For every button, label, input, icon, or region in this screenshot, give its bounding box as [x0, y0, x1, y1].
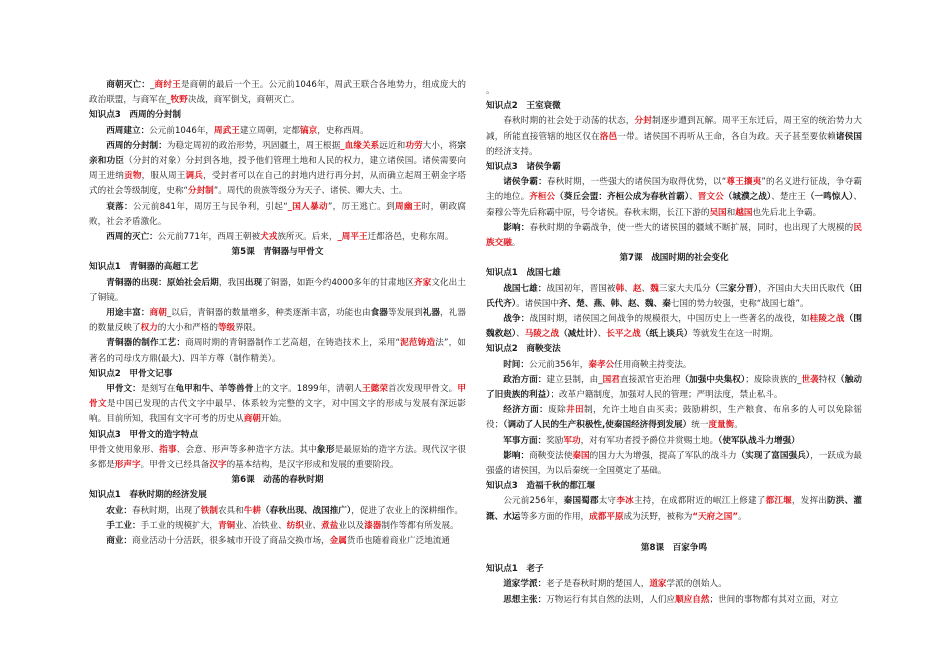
paragraph-oracle-bones: 甲骨文：是刻写在龟甲和牛、羊等兽骨上的文字。1899年，清朝人王懿荣首次发现甲骨文。甲骨文是中国已发现的古代文字中最早、体系较为完整的文字，对中国文字的形成与发展有深远影响。目前所知，我国有文字可考的历史从商朝开始。	[89, 384, 466, 425]
paragraph-handicraft: 手工业：手工业的规模扩大，青铜业、冶铁业、纺织业、煮盐业以及漆器制作等都有所发展。	[106, 520, 459, 531]
paragraph-bronze-craft: 青铜器的制作工艺：商周时期的青铜器制作工艺高超，在铸造技术上，采用“泥范铸造法”，如著名的司母戊方鼎(最大)、四羊方尊（制作精美）。	[89, 338, 466, 364]
knowledge-point-heading: 知识点1 青铜器的高超工艺	[89, 262, 199, 273]
term-label: 商朝灭亡：	[106, 80, 151, 90]
term-label: 青铜器的制作工艺：	[106, 338, 186, 349]
paragraph-laozi-thought: 思想主张：万物运行有其自然的法则，人们应顺应自然；世间的事物都有其对立面，对立	[503, 594, 839, 605]
knowledge-point-heading: 知识点3 西周的分封制	[89, 110, 181, 121]
knowledge-point-heading: 知识点1 老子	[486, 564, 544, 575]
paragraph-west-zhou-founding: 西周建立：公元前1046年，周武王建立周朝，定都镐京，史称西周。	[106, 125, 369, 136]
highlight-key-term: 犬戎	[260, 232, 278, 243]
paragraph-commerce: 商业：商业活动十分活跃，很多城市开设了商品交换市场，金属货币也随着商业广泛地流通	[106, 536, 450, 547]
highlight-key-term: 青铜	[217, 520, 236, 531]
term-label: 战国七雄：	[503, 283, 547, 294]
highlight-key-term: 长平之战	[606, 329, 641, 340]
highlight-key-term: _血缘关系	[340, 140, 380, 151]
paragraph-shang-fall: 商朝灭亡：_商纣王是商朝的最后一个王。公元前1046年，周武王联合各地势力，组成庞大的政治联盟，与商军在_牧野决战，商军倒戈，商朝灭亡。	[89, 80, 466, 106]
highlight-key-term: 魏	[650, 283, 659, 294]
paragraph-west-zhou-fall: 西周的灭亡：公元前771年，西周王朝被犬戎族所灭。后来，_周平王迁都洛邑，史称东周。	[106, 232, 454, 243]
highlight-key-term: 金属	[329, 536, 347, 547]
highlight-key-term: 功劳	[405, 140, 423, 151]
highlight-key-term: 越国	[735, 207, 753, 218]
highlight-key-term: 调兵	[185, 171, 204, 182]
term-label: 青铜器的出现：	[106, 277, 167, 288]
knowledge-point-heading: 知识点3 诸侯争霸	[486, 162, 561, 173]
highlight-key-term: 成都平原	[589, 511, 624, 522]
highlight-key-term: 顺应自然	[675, 594, 710, 605]
highlight-key-term: 甲骨文	[89, 384, 466, 410]
paragraph-royal-decline: 春秋时期的社会处于动荡的状态，分封制逐步遭到瓦解。周平王东迁后，周王室的统治势力大减，所能直接管辖的地区仅在洛邑一带。诸侯国不再听从王命，各自为政。天子甚至要依赖诸侯国的经济支持。	[486, 116, 862, 157]
highlight-key-term: 铁制	[200, 505, 218, 516]
highlight-key-term: 民族交融	[486, 222, 862, 249]
term-label: 西周的分封制：	[106, 140, 167, 151]
term-label: 思想主张：	[503, 594, 547, 605]
highlight-key-term: 商朝	[243, 414, 261, 425]
term-label: 商业：	[106, 536, 132, 547]
paragraph-hegemony: 诸侯争霸：春秋时期，一些强大的诸侯国为取得优势，以“尊王攘夷”的名义进行征战，争夺霸主的地位。齐桓公（葵丘会盟：齐桓公成为春秋首霸）、晋文公（城濮之战）、楚庄王（一鸣惊人）、秦穆公等先后称霸中原，号令诸侯。春秋末期，长江下游的吴国和越国也先后北上争霸。	[486, 177, 862, 218]
highlight-key-term: 晋文公	[697, 192, 724, 203]
knowledge-point-heading: 知识点3 甲骨文的造字特点	[89, 429, 199, 440]
term-label: 影响：	[503, 222, 530, 233]
term-label: 时间：	[503, 359, 529, 370]
highlight-key-term: 国君	[602, 374, 620, 385]
paragraph-reform-politics: 政治方面：建立县制，由_国君直接派官吏治理（加强中央集权）；废除贵族的_世袭特权（触动了旧贵族的利益）；改革户籍制度，加强对人民的管理；严明法度，禁止私斗。	[486, 374, 862, 401]
paragraph-agriculture: 农业：春秋时期，出现了铁制农具和牛耕（春秋出现、战国推广），促进了农业上的深耕细作。	[106, 505, 463, 516]
highlight-key-term: 王懿荣	[362, 384, 389, 395]
paragraph-reform-effect: 影响：商鞅变法使秦国的国力大为增强，提高了军队的战斗力（实现了富国强兵），一跃成为最强盛的诸侯国，为以后秦统一全国奠定了基础。	[486, 450, 862, 477]
highlight-key-term: 洛邑	[599, 131, 618, 142]
highlight-key-term: 军功	[563, 435, 581, 446]
paragraph-reform-military: 军事方面：奖励军功，对有军功者授予爵位并赏赐土地。（使军队战斗力增强）	[503, 435, 800, 446]
highlight-key-term: 漆器	[364, 520, 382, 531]
highlight-key-term: 煮盐	[321, 520, 339, 531]
knowledge-point-heading: 知识点1 春秋时期的经济发展	[89, 490, 207, 501]
knowledge-point-heading: 知识点1 战国七雄	[486, 268, 561, 279]
highlight-key-term: _国人暴动	[287, 201, 328, 212]
paragraph-dujiangyan: 公元前256年，秦国蜀郡太守李冰主持，在成都附近的岷江上修建了都江堰，发挥出防洪、灌溉、水运等多方面的作用，成都平原成为沃野，被称为“天府之国”。	[486, 496, 862, 522]
lesson-title: 第6课 动荡的春秋时期	[231, 475, 324, 486]
highlight-key-term: 都江堰	[765, 496, 792, 507]
highlight-key-term: 吴国	[709, 207, 727, 218]
term-label: 手工业：	[106, 520, 141, 531]
paragraph-seven-states: 战国七雄：战国初年，晋国被韩、赵、魏三家大夫瓜分（三家分晋），齐国由大夫田氏取代（田氏代齐）。诸侯国中齐、楚、燕、韩、赵、魏、秦七国的势力较强，史称“战国七雄”。	[486, 283, 862, 309]
lesson-title: 第7课 战国时期的社会变化	[619, 253, 729, 264]
highlight-key-term: 井田	[566, 405, 585, 416]
highlight-key-term: 度量衡	[708, 420, 735, 431]
paragraph-hegemony-impact: 影响：春秋时期的争霸战争，使一些大的诸侯国的疆域不断扩展，同时，也出现了大规模的民族交融。	[486, 222, 862, 249]
paragraph-bronze-origin: 青铜器的出现：原始社会后期，我国出现了铜器，如距今约4000多年的甘肃地区齐家文化出土了铜镜。	[89, 277, 466, 303]
term-label: 政治方面：	[503, 374, 547, 385]
highlight-key-term: 汉字	[209, 460, 227, 471]
right-column	[486, 84, 862, 608]
highlight-key-term: 牛耕	[243, 505, 261, 516]
highlight-key-term: 秦孝公	[588, 359, 615, 370]
term-label: 道家学派：	[503, 579, 547, 590]
highlight-key-term: 牧野	[170, 95, 188, 106]
highlight-key-term: 道家	[649, 579, 667, 590]
knowledge-point-heading: 知识点2 甲骨文记事	[89, 368, 173, 379]
term-label: 用途丰富：	[106, 308, 150, 319]
term-label: 衰落：	[106, 201, 133, 212]
term-label: 甲骨文：	[106, 384, 141, 395]
term-label: 战争：	[503, 314, 530, 325]
lesson-title: 第5课 青铜器与甲骨文	[231, 247, 324, 258]
paragraph-character-formation: 甲骨文使用象形、指事、会意、形声等多种造字方法。其中象形是最原始的造字方法。现代汉字很多都是形声字。甲骨文已经具备汉字的基本结构，是汉字形成和发展的重要阶段。	[89, 444, 466, 471]
term-label: 西周建立：	[106, 125, 150, 136]
term-label: 军事方面：	[503, 435, 547, 446]
highlight-key-term: 齐家	[414, 277, 432, 288]
highlight-key-term: 齐桓公	[529, 192, 556, 203]
knowledge-point-heading: 知识点2 商鞅变法	[486, 344, 561, 355]
highlight-key-term: “天府之国”	[692, 511, 738, 522]
highlight-key-term: 泥范铸造	[399, 338, 436, 349]
paragraph-fenfeng-system: 西周的分封制：为稳定周初的政治形势，巩固疆土，周王根据_血缘关系远近和功劳大小，将宗亲和功臣（分封的对象）分封到各地，授予他们管理土地和人民的权力，建立诸侯国。诸侯需要向周王进纳贡物，服从周王调兵，受封者可以在自己的封地内进行再分封，从而确立起周王朝金字塔式的社会等级制度，史称“分封制”。周代的贵族等级分为天子、诸侯、卿大夫、士。	[89, 140, 466, 197]
highlight-key-term: 尊王攘夷	[726, 177, 762, 188]
highlight-key-term: 秦国	[572, 450, 590, 461]
term-label: 经济方面：	[503, 405, 549, 416]
highlight-key-term: 分封	[634, 116, 653, 127]
knowledge-point-heading: 知识点3 造福千秋的都江堰	[486, 481, 596, 492]
term-label: 农业：	[106, 505, 132, 516]
highlight-key-term: 权力	[140, 323, 158, 334]
highlight-key-term: 形声字	[114, 460, 141, 471]
paragraph-laozi-identity: 道家学派：老子是春秋时期的楚国人，道家学派的创始人。	[503, 579, 727, 590]
paragraph-decline: 衰落：公元前841年，周厉王与民争利，引起“_国人暴动”，厉王逃亡。到周幽王时，朝政腐败，社会矛盾激化。	[89, 201, 466, 227]
highlight-key-term: 周武王	[214, 125, 240, 136]
highlight-key-term: 桂陵之战	[809, 314, 845, 325]
highlight-key-term: 世袭	[801, 374, 819, 385]
highlight-key-term: 李冰	[616, 496, 634, 507]
highlight-key-term: 贡物	[124, 171, 142, 182]
term-label: 诸侯争霸：	[503, 177, 547, 188]
paragraph-reform-time: 时间：公元前356年，秦孝公任用商鞅主持变法。	[503, 359, 692, 370]
term-label: 影响：	[503, 450, 530, 461]
highlight-key-term: 纺织	[286, 520, 304, 531]
highlight-key-term: 马陵之战	[524, 329, 560, 340]
left-column	[89, 78, 466, 549]
paragraph-reform-economy: 经济方面：废除井田制，允许土地自由买卖；鼓励耕织，生产粮食、布帛多的人可以免除徭役；（调动了人民的生产积极性,使秦国经济得到发展）统一度量衡。	[486, 405, 862, 431]
paragraph-warring-battles: 战争：战国时期，诸侯国之间战争的规模很大，中国历史上一些著名的战役，如桂陵之战（围魏救赵）、马陵之战（减灶计）、长平之战（纸上谈兵）等就发生在这一时期。	[486, 314, 862, 340]
continuation-mark: 。	[486, 86, 495, 96]
lesson-title: 第8课 百家争鸣	[640, 542, 708, 553]
highlight-key-term: 商纣王	[154, 80, 181, 90]
highlight-key-term: 等级	[217, 323, 236, 334]
highlight-key-term: 韩	[615, 283, 625, 294]
knowledge-point-heading: 知识点2 王室衰微	[486, 101, 561, 112]
highlight-key-term: 镐京	[299, 125, 318, 136]
term-label: 西周的灭亡：	[106, 232, 158, 243]
highlight-key-term: 商朝	[149, 308, 167, 319]
paragraph-bronze-use: 用途丰富：商朝_以后，青铜器的数量增多，种类逐渐丰富，功能也由食器等发展到礼器，礼器的数量反映了权力的大小和严格的等级界限。	[89, 308, 466, 334]
highlight-key-term: 分封制	[187, 186, 214, 197]
highlight-key-term: 指事	[159, 444, 177, 455]
highlight-key-term: 赵	[632, 283, 642, 294]
highlight-key-term: _周平王	[337, 232, 368, 243]
highlight-key-term: 周幽王	[395, 201, 422, 212]
